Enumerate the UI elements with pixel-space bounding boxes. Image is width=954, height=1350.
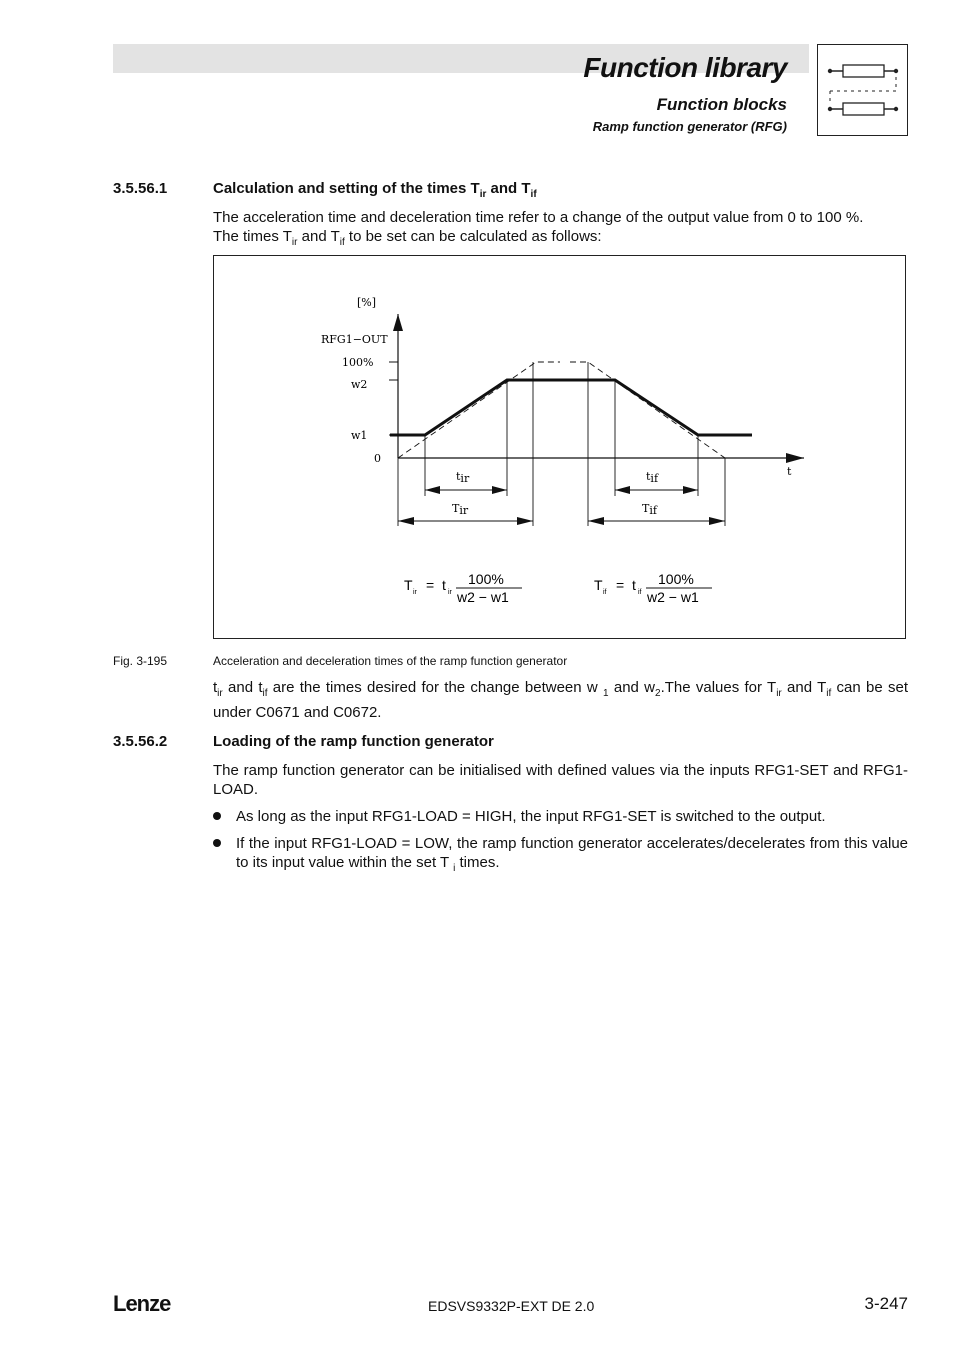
y-zero-label: 0	[374, 452, 381, 465]
section-number-1: 3.5.56.1	[113, 180, 168, 197]
T-ir-label: Tir	[452, 502, 469, 517]
bullet-item-1: As long as the input RFG1-LOAD = HIGH, the input RFG1-SET is switched to the output.	[236, 808, 826, 825]
figure-number: Fig. 3-195	[113, 654, 168, 668]
ideal-ramp-down	[570, 362, 725, 458]
section-number-2: 3.5.56.2	[113, 733, 168, 750]
y-100-label: 100%	[342, 356, 374, 369]
svg-text:T: T	[404, 577, 413, 593]
svg-text:if: if	[603, 589, 607, 596]
formula-T-if	[594, 571, 712, 605]
intro-line-2: The times $T_{ir}$ and $T_{if}$ to be set can be calculated as follows:	[213, 228, 602, 248]
y-signal-label: RFG1−OUT	[321, 333, 388, 346]
page-subtitle: Function blocks	[656, 95, 787, 114]
section-title-1: Calculation and setting of the times $T_{ir}$ and $T_{if}$	[213, 180, 537, 200]
svg-text:100%: 100%	[468, 571, 504, 587]
bullet-icon-1	[213, 812, 221, 820]
ramp-diagram	[214, 256, 905, 638]
lenze-logo: Lenze	[113, 1291, 171, 1316]
ideal-ramp-up	[398, 362, 560, 458]
loading-paragraph: The ramp function generator can be initialised with defined values via the inputs RFG1-SET and RFG1-LOAD.	[213, 762, 908, 798]
times-paragraph: $t_{ir}$ and $t_{if}$ are the times desired for the change between w $_1$ and $w_2.The$ values for $T_{ir}$ and $T_{if}$ can be set under C0671 and C0672.	[213, 679, 908, 721]
svg-text:t: t	[632, 577, 636, 593]
y-w1-label: w1	[351, 429, 368, 442]
y-axis-arrow	[393, 314, 403, 331]
rfg-output-curve	[390, 380, 752, 435]
t-if-label: tif	[646, 470, 659, 485]
T-if-label: Tif	[642, 502, 657, 517]
y-w2-label: w2	[351, 378, 368, 391]
intro-paragraph	[213, 208, 908, 252]
svg-text:if: if	[638, 589, 642, 596]
intro-line-1: The acceleration time and deceleration time refer to a change of the output value from 0 to 100 %.	[213, 209, 864, 226]
bullet-icon-2	[213, 839, 221, 847]
ramp-times-figure	[213, 255, 906, 639]
bullet-item-2: If the input RFG1-LOAD = LOW, the ramp function generator accelerates/decelerates from this value to its input value within the set T $_i$ times.	[236, 835, 908, 874]
formula-T-ir	[404, 571, 522, 605]
page-title: Function library	[583, 52, 787, 83]
svg-text:=: =	[616, 577, 625, 593]
x-axis-arrow	[786, 453, 804, 463]
document-id: EDSVS9332P-EXT DE 2.0	[428, 1298, 595, 1314]
figure-caption: Acceleration and deceleration times of the ramp function generator	[213, 654, 568, 668]
function-block-icon	[817, 44, 908, 136]
page-subsubtitle: Ramp function generator (RFG)	[592, 119, 787, 134]
svg-text:100%: 100%	[658, 571, 694, 587]
t-ir-label: tir	[456, 470, 470, 485]
svg-text:ir: ir	[413, 589, 417, 596]
svg-text:ir: ir	[448, 589, 452, 596]
svg-text:w2 − w1: w2 − w1	[647, 589, 699, 605]
x-axis-label: t	[787, 465, 792, 478]
y-unit-label: [%]	[357, 296, 377, 309]
svg-text:T: T	[594, 577, 603, 593]
svg-text:w2 − w1: w2 − w1	[457, 589, 509, 605]
svg-text:t: t	[442, 577, 446, 593]
function-block-symbol	[818, 45, 907, 135]
page-number: 3-247	[864, 1294, 908, 1313]
section-title-2: Loading of the ramp function generator	[213, 733, 494, 750]
svg-text:=: =	[426, 577, 435, 593]
